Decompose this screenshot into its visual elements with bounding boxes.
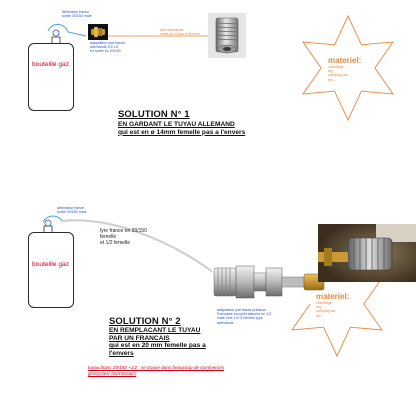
s1-hose-label-line1: tyre allemande — [160, 28, 184, 32]
s2-adapter-label-line2: Francaise écrou/et blanche en 1/2 — [217, 312, 272, 317]
s2-star-line-3: camping car — [316, 309, 336, 314]
s1-regulator-label — [62, 10, 92, 18]
s2-title: SOLUTION N° 2 — [109, 316, 181, 327]
s2-regulator-label — [57, 206, 87, 214]
s2-star-line-2: frig — [316, 305, 321, 310]
s1-hose-label — [160, 28, 200, 36]
s2-regulator-label-line1: détendeur france — [57, 206, 85, 210]
s2-description-line4: l'envers — [109, 349, 134, 357]
s2-description-line3: qui est en 20 mm femelle pas a — [109, 342, 206, 350]
s2-note-line2: grossistes/ fournisseurs — [88, 370, 137, 376]
s1-description — [118, 121, 245, 136]
s2-star-line-4: etc... — [316, 313, 324, 318]
s2-regulator-label-line2: sortie 20/150 male — [57, 210, 87, 215]
s2-adapter-label-line1: adaptateur lyre basse pression — [217, 308, 267, 312]
s2-star-text — [316, 292, 349, 318]
s1-adapter-label — [90, 41, 125, 54]
s1-adapter-label-line2: allemande 1/4 LG — [90, 45, 119, 50]
s2-regulator-ring — [45, 220, 51, 226]
s1-star-line-2: frig — [328, 69, 333, 74]
s2-description-line2: PAR UN FRANCAIS — [109, 334, 170, 342]
s1-adapter-photo — [88, 24, 108, 40]
s2-description-line1: EN REMPLACANT LE TUYAU — [109, 327, 201, 334]
s1-description-line2: qui est en ø 14mm femelle pas a l'envers — [118, 128, 246, 136]
s2-hose-label-line1: lyre france en 20/150 — [100, 228, 147, 234]
s1-adapter-label-line1: adaptateur tyre france — [90, 41, 126, 45]
s2-description — [109, 327, 206, 357]
s2-star-title: materiel: — [316, 292, 350, 301]
s2-bottle-label: bouteille gaz — [32, 261, 70, 268]
s1-hose-label-line2: sortie ø 14 pas à l'envers — [160, 32, 201, 37]
s1-gas-bottle — [28, 43, 74, 111]
s1-adapter-label-line3: en sortie ex 20/150 — [90, 49, 121, 54]
s2-note — [88, 365, 224, 376]
s2-hose-label-line3: et 1/2 femelle — [100, 239, 131, 246]
s2-gas-bottle — [28, 232, 74, 308]
s1-title: SOLUTION N° 1 — [118, 109, 190, 120]
s1-bottle-label: bouteille gaz — [32, 61, 70, 68]
s2-adapter-label — [217, 308, 271, 325]
s2-adapter-label-line3: male vers 1/4 G femelle type — [217, 316, 263, 321]
s2-note-line1: tuyau blanc 20/150 +1/2 : se trouve dans beaucoup de commerces — [88, 365, 224, 370]
s1-regulator-label-line1: détendeur france — [62, 10, 90, 14]
s1-star-title: materiel: — [328, 56, 362, 65]
s1-fitting-photo — [208, 13, 246, 58]
s1-star-line-4: etc... — [328, 77, 336, 82]
s1-regulator-label-line2: sortie 20/150 male — [62, 14, 92, 19]
s2-fittings-photo — [212, 260, 326, 304]
s1-star-text — [328, 56, 361, 82]
s2-star-line-1: chauffage — [316, 301, 332, 305]
s1-star-line-1: chauffage — [328, 65, 344, 69]
s2-closeup-photo — [318, 224, 416, 282]
s1-regulator-ring — [53, 30, 59, 36]
s2-hose-label-line2: femelle — [100, 233, 117, 240]
s2-hose-label — [100, 229, 147, 246]
s1-description-line1: EN GARDANT LE TUYAU ALLEMAND — [118, 121, 235, 128]
s1-star-line-3: camping car — [328, 73, 348, 78]
s2-adapter-label-line4: allemande — [217, 320, 234, 325]
